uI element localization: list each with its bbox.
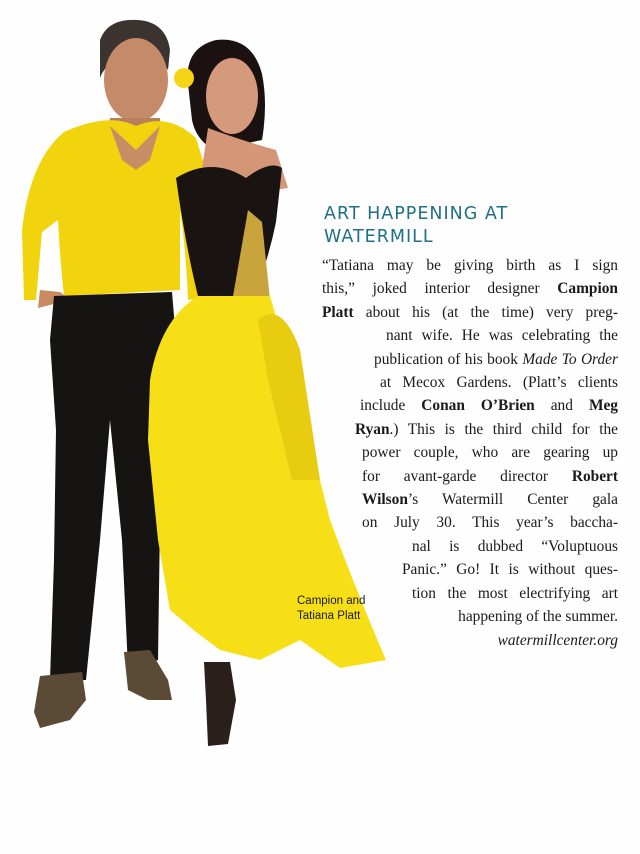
article-line [386, 324, 618, 347]
article-line [412, 582, 618, 605]
article-line [322, 301, 618, 324]
website-link[interactable]: watermillcenter.org [497, 631, 618, 649]
article-line [362, 511, 618, 534]
article-headline [324, 203, 624, 249]
text-run: happening of the summer. [458, 608, 618, 626]
bold-name: Robert [571, 467, 618, 485]
italic-title: Made To Order [522, 350, 618, 368]
text-run: nal is dubbed “Voluptuous [412, 537, 618, 555]
article-line [362, 441, 618, 464]
caption-line-1: Campion and [297, 595, 366, 607]
text-run: and [534, 397, 589, 415]
caption-line-2: Tatiana Platt [297, 610, 361, 622]
text-run: .) This is the third child for the [389, 420, 618, 438]
text-run: “Tatiana may be giving birth as I sign [322, 257, 618, 274]
text-run: at Mecox Gardens. (Platt’s clients [380, 374, 618, 392]
article-line [402, 558, 618, 581]
article-line [374, 348, 618, 371]
article-line [362, 488, 618, 511]
article-line [412, 535, 618, 558]
bold-name: Platt [322, 303, 354, 321]
bold-name: Ryan [355, 420, 390, 438]
text-run: for avant-garde director [362, 467, 572, 485]
text-run: publication of his book [374, 350, 523, 368]
text-run: this,” joked interior designer [322, 280, 558, 298]
photo-caption [297, 594, 397, 624]
text-run: nant wife. He was celebrating the [386, 327, 618, 345]
article-line [322, 254, 618, 277]
text-run: include [360, 397, 422, 415]
article-line [355, 418, 618, 441]
headline-line-2: WATERMILL [324, 227, 434, 247]
article-body [322, 254, 618, 652]
text-run: about his (at the time) very preg- [353, 303, 618, 321]
article-line [322, 277, 618, 300]
bold-name: Conan O’Brien [421, 397, 535, 415]
text-run: Panic.” Go! It is without ques- [402, 561, 618, 579]
text-run: on July 30. This year’s baccha- [362, 514, 618, 532]
article-line [380, 371, 618, 394]
text-run: ’s Watermill Center gala [407, 491, 618, 509]
article-line [360, 394, 618, 417]
text-run: tion the most electrifying art [412, 584, 618, 602]
article-line [412, 605, 618, 628]
text-run: power couple, who are gearing up [362, 444, 618, 462]
bold-name: Wilson [362, 491, 408, 509]
bold-name: Campion [557, 280, 618, 298]
headline-line-1: ART HAPPENING AT [324, 204, 509, 224]
bold-name: Meg [588, 397, 618, 415]
article-line [362, 465, 618, 488]
